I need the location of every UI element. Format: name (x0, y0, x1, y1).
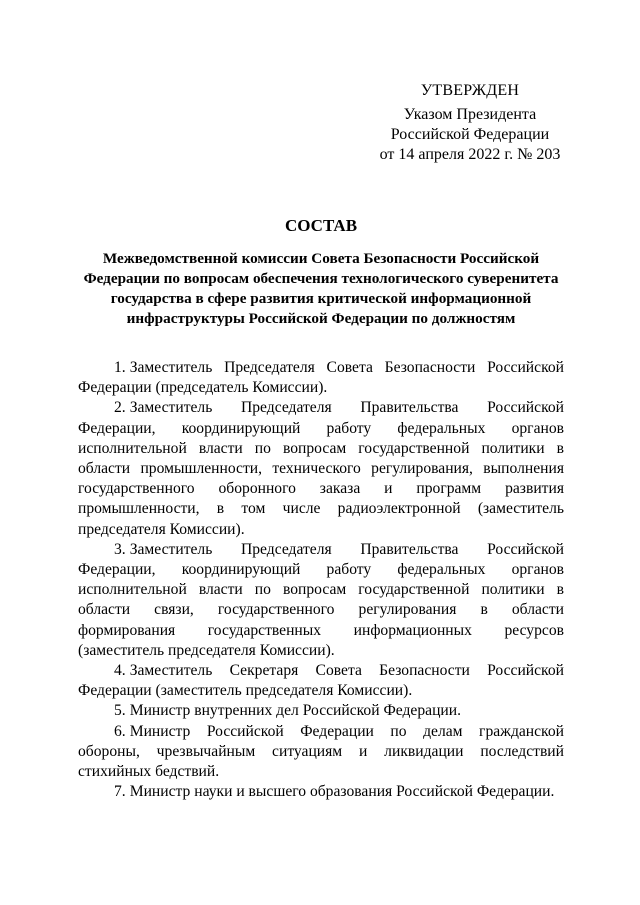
approval-line-decree: Указом Президента (403, 106, 537, 123)
approval-line-country: Российской Федерации (390, 126, 550, 143)
list-item-text: Министр внутренних дел Российской Федерации. (129, 702, 462, 720)
list-item-number: 1. (114, 359, 126, 376)
list-item-number: 3. (114, 540, 126, 558)
list-item (78, 358, 564, 398)
list-item (78, 540, 564, 661)
list-item-number: 7. (114, 783, 126, 801)
approval-stamp (376, 81, 564, 165)
list-item (78, 782, 564, 802)
list-item (78, 722, 564, 783)
list-item-number: 2. (114, 399, 126, 417)
list-item-number: 6. (114, 722, 126, 740)
document-title: СОСТАВ (284, 216, 358, 235)
document-subtitle: Межведомственной комиссии Совета Безопасности Российской Федерации по вопросам обеспечения технологического суверенитета государства в сфере развития критической информационной инфраструктуры Российской Федерации по должностям (83, 250, 559, 327)
list-item-number: 5. (114, 702, 126, 720)
list-item-text: Министр науки и высшего образования Российской Федерации. (129, 783, 555, 801)
list-item (78, 661, 564, 701)
list-item-number: 4. (114, 662, 126, 680)
list-item-text: Заместитель Секретаря Совета Безопасности Российской Федерации (заместитель председателя Комиссии). (78, 662, 564, 700)
approval-title: УТВЕРЖДЕН (420, 82, 520, 99)
list-item (78, 398, 564, 539)
composition-list (78, 358, 564, 802)
document-heading (78, 215, 564, 329)
list-item (78, 701, 564, 721)
list-item-text: Заместитель Председателя Правительства Российской Федерации, координирующий работу федеральных органов исполнительной власти по вопросам государственной политики в области промышленности, технического регулирования, выполнения государственного оборонного заказа и программ развития промышленности, в том числе радиоэлектронной (заместитель председателя Комиссии). (78, 399, 564, 538)
list-item-text: Министр Российской Федерации по делам гражданской обороны, чрезвычайным ситуациям и ликвидации последствий стихийных бедствий. (78, 722, 564, 781)
list-item-text: Заместитель Председателя Совета Безопасности Российской Федерации (председатель Комиссии). (78, 359, 564, 397)
list-item-text: Заместитель Председателя Правительства Российской Федерации, координирующий работу федеральных органов исполнительной власти по вопросам государственной политики в области связи, государственного регулирования в области формирования государственных информационных ресурсов (заместитель председателя Комиссии). (78, 540, 564, 659)
approval-line-date: от 14 апреля 2022 г. № 203 (379, 146, 561, 163)
